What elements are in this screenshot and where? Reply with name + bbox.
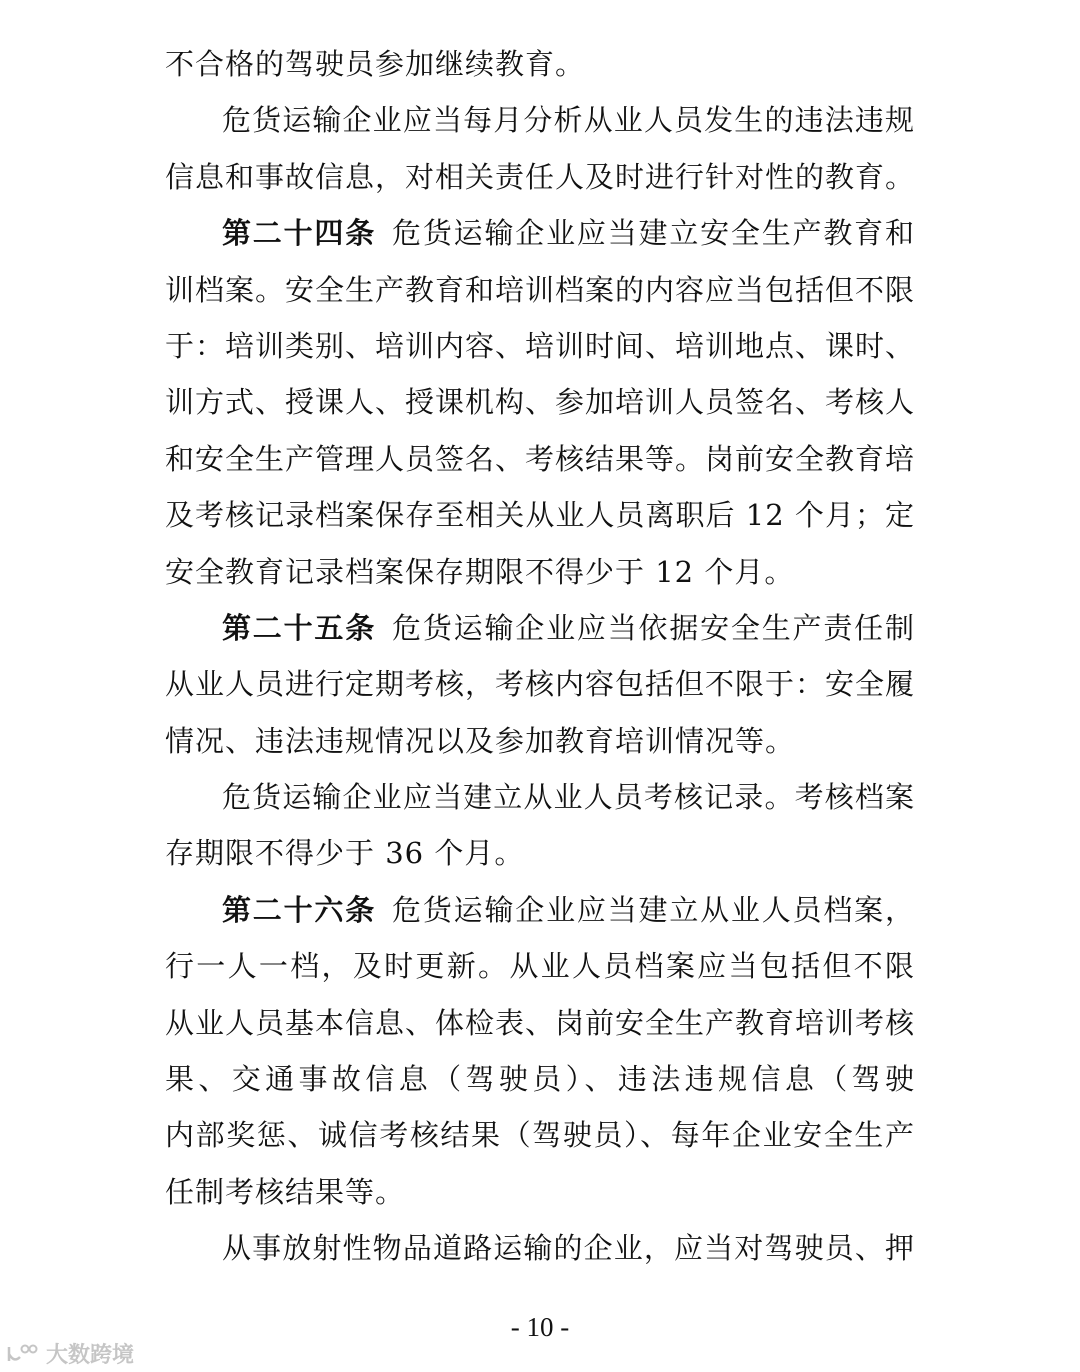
text-line: 果、交通事故信息（驾驶员）、违法违规信息（驾驶: [165, 1062, 915, 1097]
document-body: [165, 36, 915, 1277]
page-number: - 10 -: [510, 1312, 570, 1342]
text-line: 于：培训类别、培训内容、培训时间、培训地点、课时、: [165, 328, 915, 363]
text-line: 内部奖惩、诚信考核结果（驾驶员）、每年企业安全生产: [165, 1118, 915, 1153]
article-number: 第二十六条: [222, 892, 377, 927]
text-line: 从业人员进行定期考核，考核内容包括但不限于：安全履: [165, 667, 915, 702]
text-line: 和安全生产管理人员签名、考核结果等。岗前安全教育培: [165, 441, 915, 476]
article-number: 第二十五条: [222, 610, 377, 645]
text-line: 危货运输企业应当建立安全生产教育和: [392, 216, 915, 251]
text-line: 从事放射性物品道路运输的企业，应当对驾驶员、押: [222, 1231, 915, 1266]
article-24-heading-line: [165, 205, 915, 261]
article-25-heading-line: [165, 600, 915, 656]
watermark-text: 大数跨境: [46, 1343, 135, 1368]
article-26-heading-line: [165, 882, 915, 938]
text-line: 危货运输企业应当建立从业人员考核记录。考核档案: [222, 780, 915, 815]
text-line: 及考核记录档案保存至相关从业人员离职后 12 个月；定: [165, 498, 915, 533]
text-line: 训档案。安全生产教育和培训档案的内容应当包括但不限: [165, 272, 915, 307]
text-line: 不合格的驾驶员参加继续教育。: [165, 47, 586, 81]
watermark: [6, 1338, 134, 1369]
text-line: 行一人一档，及时更新。从业人员档案应当包括但不限: [165, 949, 915, 984]
text-line: 存期限不得少于 36 个月。: [165, 836, 525, 871]
text-line: 训方式、授课人、授课机构、参加培训人员签名、考核人: [165, 385, 915, 420]
watermark-logo-icon: [6, 1343, 40, 1365]
article-number: 第二十四条: [222, 216, 377, 251]
text-line: 任制考核结果等。: [165, 1174, 406, 1209]
text-line: 信息和事故信息，对相关责任人及时进行针对性的教育。: [165, 159, 915, 194]
text-line: 危货运输企业应当建立从业人员档案，: [392, 892, 915, 927]
text-line: 危货运输企业应当依据安全生产责任制: [392, 610, 915, 645]
text-line: 情况、违法违规情况以及参加教育培训情况等。: [165, 723, 796, 758]
text-line: 从业人员基本信息、体检表、岗前安全生产教育培训考核: [165, 1005, 915, 1040]
text-line: 安全教育记录档案保存期限不得少于 12 个月。: [165, 554, 795, 589]
text-line: 危货运输企业应当每月分析从业人员发生的违法违规: [222, 103, 915, 138]
